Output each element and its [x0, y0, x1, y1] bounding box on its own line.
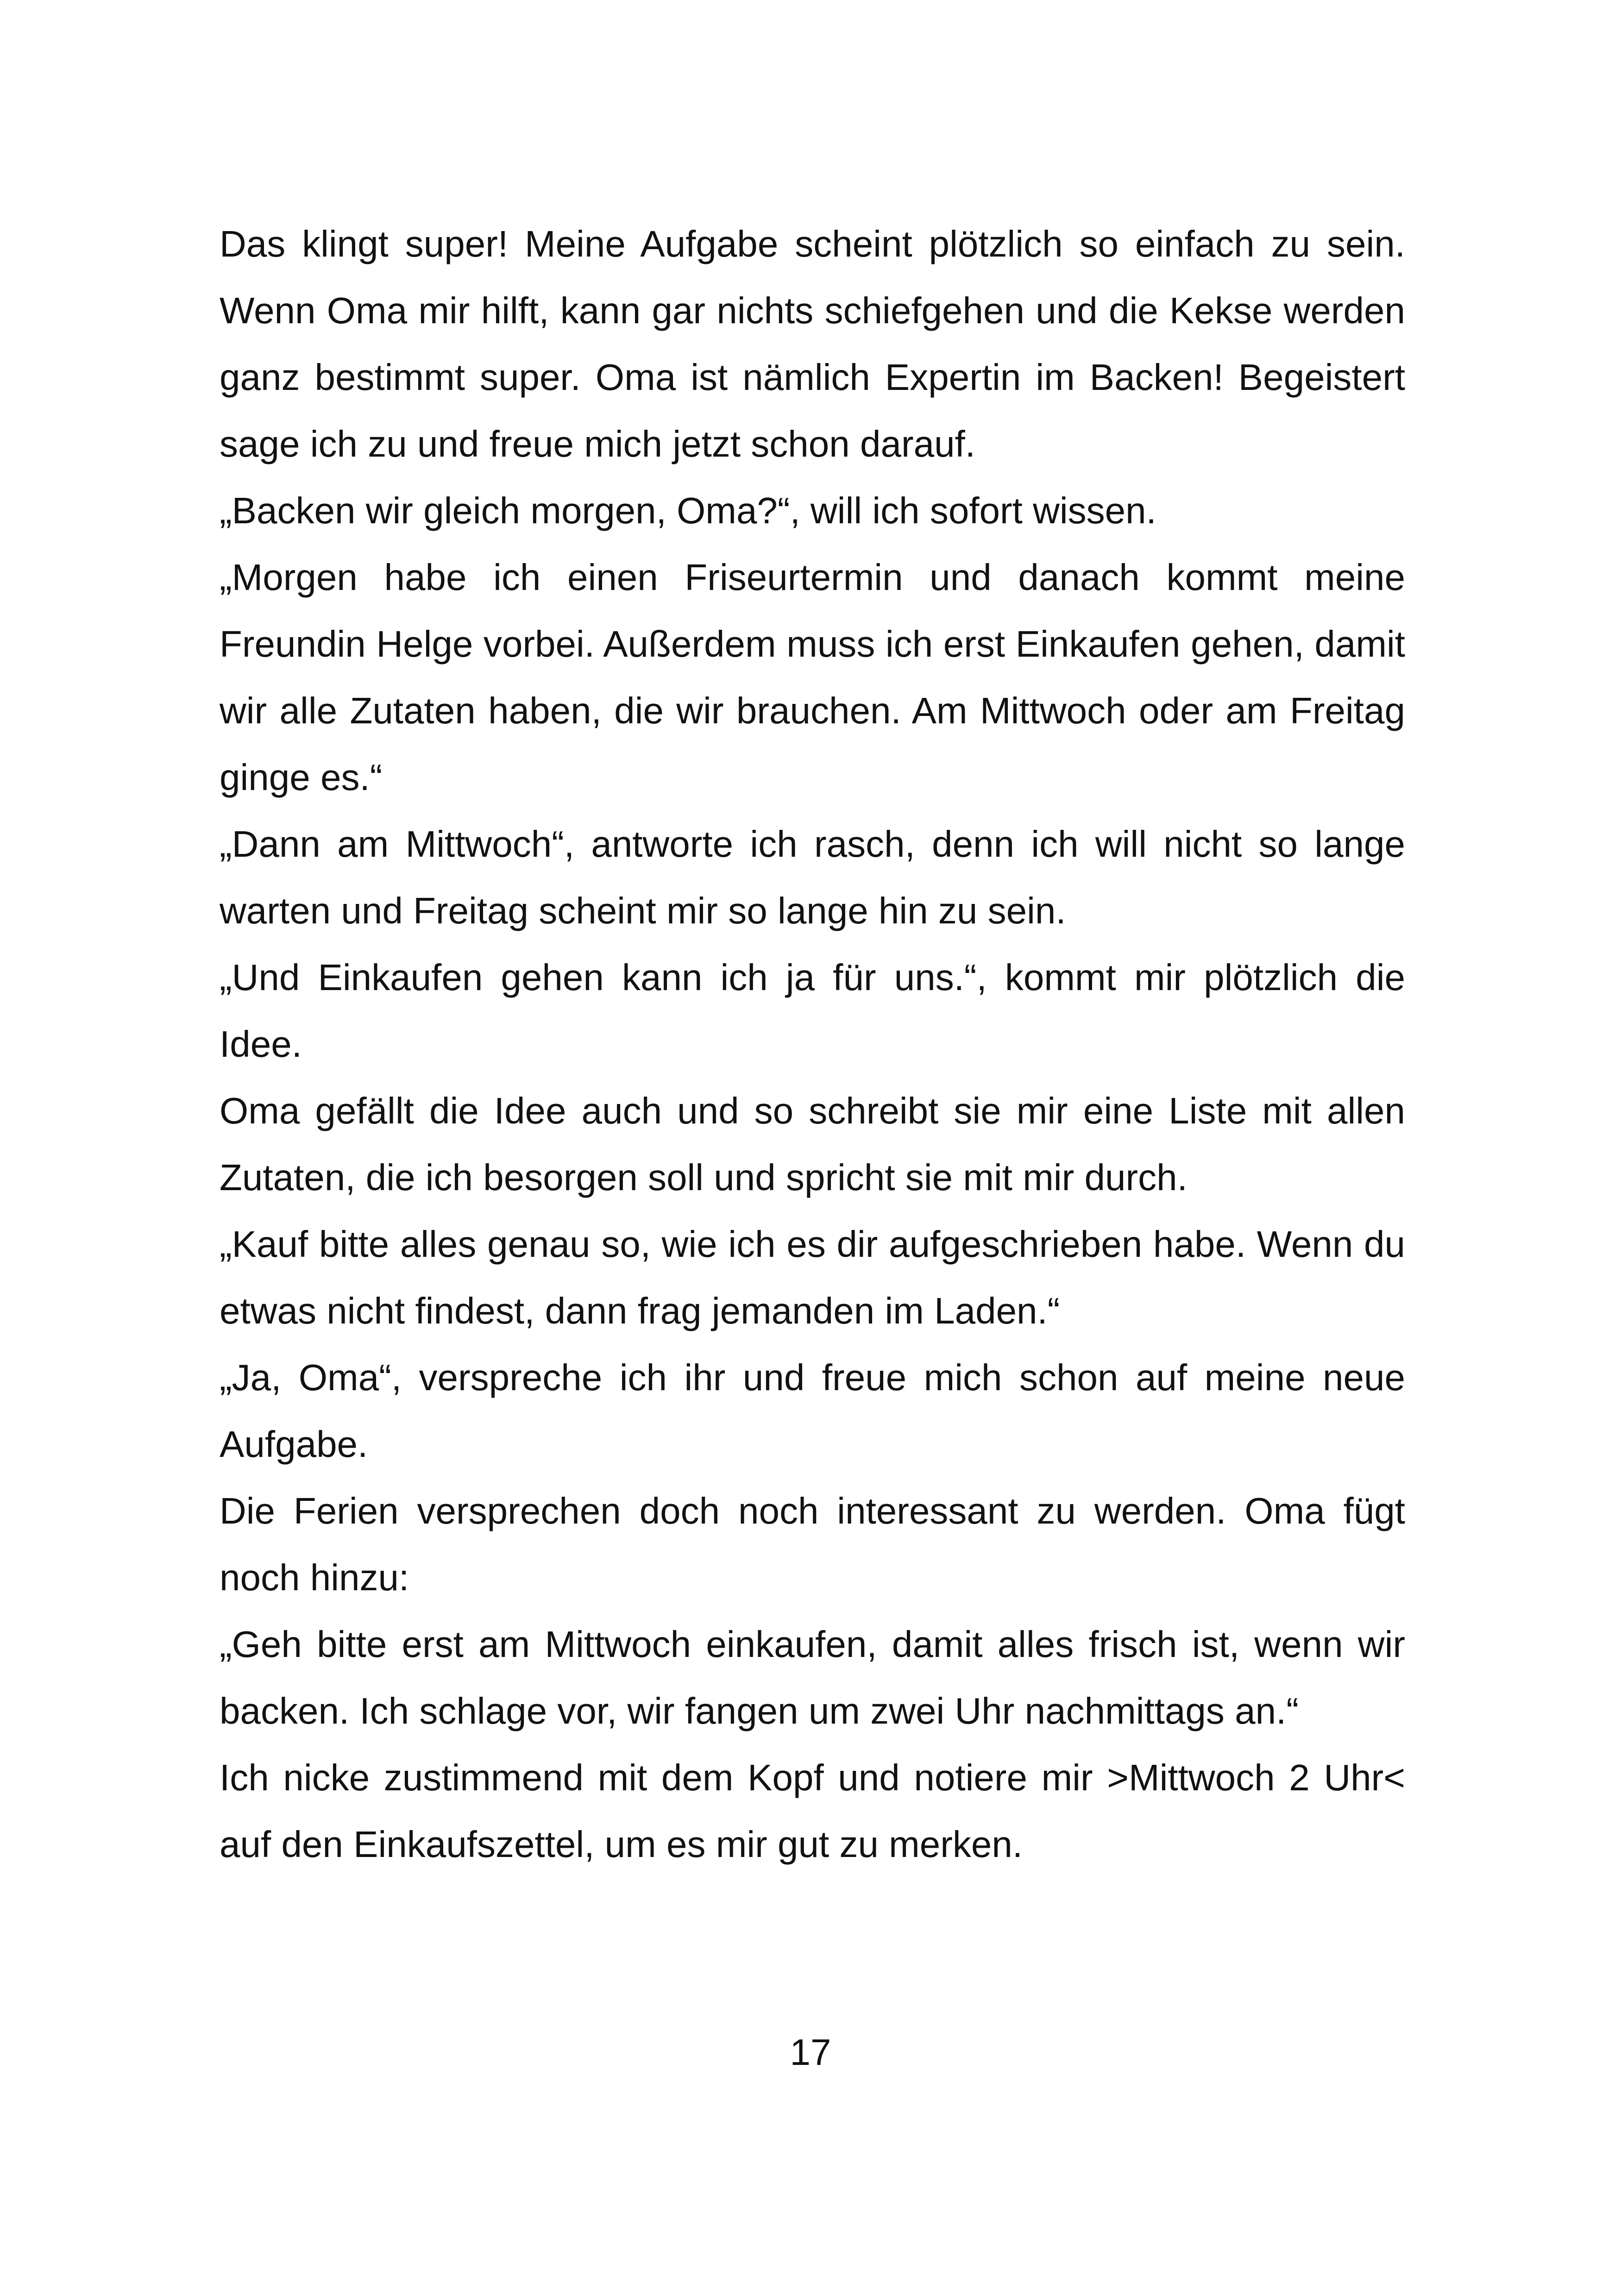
paragraph-8: „Ja, Oma“, verspreche ich ihr und freue mich schon auf meine neue Aufgabe. — [220, 1357, 1405, 1465]
paragraph-3: „Morgen habe ich einen Friseurtermin und danach kommt meine Freundin Helge vorbei. Außerdem muss ich erst Einkaufen gehen, damit wir alle Zutaten haben, die wir brauchen. Am Mittwoch oder am Freitag ginge es.“ — [220, 557, 1405, 798]
paragraph-4: „Dann am Mittwoch“, antworte ich rasch, denn ich will nicht so lange warten und Freitag scheint mir so lange hin zu sein. — [220, 823, 1405, 931]
paragraph-5: „Und Einkaufen gehen kann ich ja für uns.“, kommt mir plötzlich die Idee. — [220, 957, 1405, 1065]
paragraph-9: Die Ferien versprechen doch noch interessant zu werden. Oma fügt noch hinzu: — [220, 1490, 1405, 1598]
paragraph-2: „Backen wir gleich morgen, Oma?“, will ich sofort wissen. — [220, 490, 1156, 531]
page-number: 17 — [790, 2032, 831, 2073]
paragraph-10: „Geh bitte erst am Mittwoch einkaufen, damit alles frisch ist, wenn wir backen. Ich schlage vor, wir fangen um zwei Uhr nachmittags an.“ — [220, 1624, 1405, 1731]
paragraph-6: Oma gefällt die Idee auch und so schreibt sie mir eine Liste mit allen Zutaten, die ich besorgen soll und spricht sie mit mir durch. — [220, 1090, 1405, 1198]
body-text — [220, 211, 1405, 1878]
paragraph-11: Ich nicke zustimmend mit dem Kopf und notiere mir >Mittwoch 2 Uhr< auf den Einkaufszettel, um es mir gut zu merken. — [220, 1757, 1405, 1865]
paragraph-1: Das klingt super! Meine Aufgabe scheint plötzlich so einfach zu sein. Wenn Oma mir hilft, kann gar nichts schiefgehen und die Kekse werden ganz bestimmt super. Oma ist nämlich Expertin im Backen! Begeistert sage ich zu und freue mich jetzt schon darauf. — [220, 223, 1405, 464]
paragraph-7: „Kauf bitte alles genau so, wie ich es dir aufgeschrieben habe. Wenn du etwas nicht findest, dann frag jemanden im Laden.“ — [220, 1223, 1405, 1331]
